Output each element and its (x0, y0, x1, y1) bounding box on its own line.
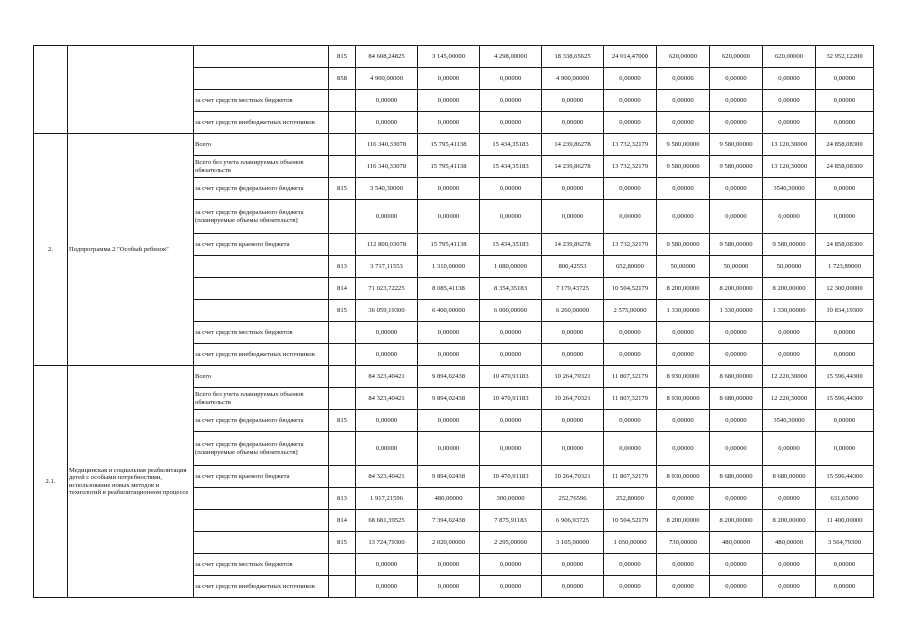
amount-cell: 0,00000 (657, 410, 710, 432)
amount-cell: 10 470,91183 (480, 466, 542, 488)
amount-cell: 12 220,30000 (763, 366, 816, 388)
amount-cell: 0,00000 (480, 432, 542, 466)
amount-cell: 14 239,86278 (542, 234, 604, 256)
amount-cell: 9 580,00000 (657, 156, 710, 178)
amount-cell: 0,00000 (816, 554, 874, 576)
amount-cell: 0,00000 (542, 112, 604, 134)
kbk-code: 815 (329, 300, 356, 322)
amount-cell: 0,00000 (480, 344, 542, 366)
amount-cell: 0,00000 (542, 344, 604, 366)
amount-cell: 15 795,41138 (418, 156, 480, 178)
amount-cell: 0,00000 (710, 410, 763, 432)
amount-cell: 15 434,35183 (480, 134, 542, 156)
amount-cell: 11 807,32179 (604, 466, 657, 488)
funding-source (194, 510, 329, 532)
amount-cell: 0,00000 (604, 68, 657, 90)
amount-cell: 631,65000 (816, 488, 874, 510)
amount-cell: 0,00000 (816, 68, 874, 90)
amount-cell: 0,00000 (480, 178, 542, 200)
amount-cell: 0,00000 (604, 554, 657, 576)
budget-table-body (34, 46, 874, 598)
amount-cell: 0,00000 (356, 410, 418, 432)
amount-cell: 0,00000 (657, 90, 710, 112)
kbk-code (329, 466, 356, 488)
amount-cell: 0,00000 (657, 178, 710, 200)
amount-cell: 7 179,43725 (542, 278, 604, 300)
amount-cell: 480,00000 (763, 532, 816, 554)
funding-source (194, 68, 329, 90)
funding-source (194, 278, 329, 300)
amount-cell: 116 340,33078 (356, 156, 418, 178)
amount-cell: 0,00000 (710, 488, 763, 510)
amount-cell: 3 145,00000 (418, 46, 480, 68)
amount-cell: 13 732,32179 (604, 234, 657, 256)
amount-cell: 9 580,00000 (763, 234, 816, 256)
amount-cell: 0,00000 (418, 90, 480, 112)
amount-cell: 11 400,00000 (816, 510, 874, 532)
amount-cell: 8 680,00000 (763, 466, 816, 488)
funding-source: Всего без учета планируемых объемов обязательств (194, 156, 329, 178)
amount-cell: 0,00000 (710, 112, 763, 134)
funding-source: Всего (194, 366, 329, 388)
amount-cell: 620,00000 (710, 46, 763, 68)
amount-cell: 8 680,00000 (710, 388, 763, 410)
kbk-code: 814 (329, 510, 356, 532)
amount-cell: 36 059,19300 (356, 300, 418, 322)
amount-cell: 15 596,44300 (816, 466, 874, 488)
amount-cell: 0,00000 (710, 432, 763, 466)
amount-cell: 0,00000 (418, 200, 480, 234)
amount-cell: 0,00000 (356, 200, 418, 234)
funding-source (194, 256, 329, 278)
amount-cell: 0,00000 (604, 432, 657, 466)
amount-cell: 9 894,02438 (418, 366, 480, 388)
funding-source: за счет средств федерального бюджета (194, 410, 329, 432)
amount-cell: 0,00000 (418, 410, 480, 432)
amount-cell: 0,00000 (657, 68, 710, 90)
kbk-code (329, 234, 356, 256)
amount-cell: 6 000,00000 (480, 300, 542, 322)
amount-cell: 12 220,30000 (763, 388, 816, 410)
amount-cell: 1 723,89000 (816, 256, 874, 278)
kbk-code (329, 554, 356, 576)
amount-cell: 0,00000 (657, 322, 710, 344)
kbk-code (329, 156, 356, 178)
amount-cell: 7 875,91183 (480, 510, 542, 532)
amount-cell: 9 894,02438 (418, 388, 480, 410)
amount-cell: 652,80000 (604, 256, 657, 278)
amount-cell: 10 264,70321 (542, 388, 604, 410)
amount-cell: 0,00000 (542, 178, 604, 200)
amount-cell: 3 717,11553 (356, 256, 418, 278)
amount-cell: 0,00000 (816, 410, 874, 432)
amount-cell: 10 470,91183 (480, 366, 542, 388)
amount-cell: 0,00000 (418, 432, 480, 466)
kbk-code: 813 (329, 256, 356, 278)
amount-cell: 0,00000 (657, 554, 710, 576)
amount-cell: 0,00000 (356, 576, 418, 598)
amount-cell: 116 340,33078 (356, 134, 418, 156)
amount-cell: 0,00000 (356, 554, 418, 576)
amount-cell: 300,00000 (480, 488, 542, 510)
amount-cell: 10 470,91183 (480, 388, 542, 410)
amount-cell: 3 105,00000 (542, 532, 604, 554)
amount-cell: 9 580,00000 (710, 134, 763, 156)
funding-source: за счет средств краевого бюджета (194, 466, 329, 488)
amount-cell: 0,00000 (710, 200, 763, 234)
amount-cell: 8 200,00000 (657, 510, 710, 532)
amount-cell: 15 596,44300 (816, 366, 874, 388)
amount-cell: 18 338,65625 (542, 46, 604, 68)
amount-cell: 10 264,70321 (542, 366, 604, 388)
funding-source: за счет средств местных бюджетов (194, 322, 329, 344)
row-index (34, 46, 68, 134)
row-index: 2.1. (34, 366, 68, 598)
kbk-code (329, 322, 356, 344)
amount-cell: 0,00000 (542, 90, 604, 112)
amount-cell: 480,00000 (418, 488, 480, 510)
amount-cell: 15 795,41138 (418, 134, 480, 156)
amount-cell: 0,00000 (816, 112, 874, 134)
funding-source: за счет средств внебюджетных источников (194, 112, 329, 134)
amount-cell: 112 800,03078 (356, 234, 418, 256)
kbk-code (329, 432, 356, 466)
amount-cell: 1 080,00000 (480, 256, 542, 278)
amount-cell: 0,00000 (356, 432, 418, 466)
funding-source: за счет средств внебюджетных источников (194, 344, 329, 366)
amount-cell: 68 681,39525 (356, 510, 418, 532)
funding-source: за счет средств федерального бюджета (планируемые объемы обязательств) (194, 432, 329, 466)
funding-source (194, 300, 329, 322)
amount-cell: 0,00000 (604, 112, 657, 134)
amount-cell: 0,00000 (542, 554, 604, 576)
funding-source: за счет средств федерального бюджета (194, 178, 329, 200)
amount-cell: 0,00000 (418, 178, 480, 200)
funding-source (194, 46, 329, 68)
amount-cell: 1 310,00000 (418, 256, 480, 278)
amount-cell: 1 330,00000 (763, 300, 816, 322)
amount-cell: 24 858,08300 (816, 156, 874, 178)
amount-cell: 12 300,00000 (816, 278, 874, 300)
amount-cell: 4 900,00000 (542, 68, 604, 90)
amount-cell: 15 596,44300 (816, 388, 874, 410)
kbk-code: 813 (329, 488, 356, 510)
amount-cell: 0,00000 (763, 554, 816, 576)
amount-cell: 0,00000 (763, 200, 816, 234)
amount-cell: 84 323,40421 (356, 388, 418, 410)
amount-cell: 0,00000 (604, 90, 657, 112)
amount-cell: 0,00000 (542, 200, 604, 234)
amount-cell: 0,00000 (710, 68, 763, 90)
funding-source: за счет средств внебюджетных источников (194, 576, 329, 598)
amount-cell: 50,00000 (710, 256, 763, 278)
kbk-code (329, 112, 356, 134)
amount-cell: 1 330,00000 (710, 300, 763, 322)
amount-cell: 0,00000 (480, 576, 542, 598)
amount-cell: 0,00000 (710, 554, 763, 576)
amount-cell: 0,00000 (816, 576, 874, 598)
table-row (34, 134, 874, 156)
amount-cell: 84 608,24825 (356, 46, 418, 68)
amount-cell: 0,00000 (763, 112, 816, 134)
funding-source: Всего (194, 134, 329, 156)
amount-cell: 0,00000 (816, 344, 874, 366)
funding-source: за счет средств федерального бюджета (планируемые объемы обязательств) (194, 200, 329, 234)
kbk-code: 815 (329, 532, 356, 554)
amount-cell: 3540,30000 (763, 178, 816, 200)
amount-cell: 50,00000 (763, 256, 816, 278)
amount-cell: 0,00000 (480, 554, 542, 576)
amount-cell: 13 120,30000 (763, 134, 816, 156)
amount-cell: 0,00000 (763, 68, 816, 90)
amount-cell: 0,00000 (657, 432, 710, 466)
amount-cell: 0,00000 (816, 432, 874, 466)
table-row (34, 46, 874, 68)
amount-cell: 0,00000 (604, 200, 657, 234)
amount-cell: 0,00000 (657, 200, 710, 234)
amount-cell: 0,00000 (356, 344, 418, 366)
amount-cell: 0,00000 (480, 112, 542, 134)
amount-cell: 71 023,72225 (356, 278, 418, 300)
amount-cell: 0,00000 (480, 68, 542, 90)
amount-cell: 0,00000 (604, 178, 657, 200)
funding-source: за счет средств краевого бюджета (194, 234, 329, 256)
amount-cell: 0,00000 (480, 410, 542, 432)
amount-cell: 0,00000 (418, 576, 480, 598)
amount-cell: 0,00000 (542, 410, 604, 432)
amount-cell: 84 323,40421 (356, 466, 418, 488)
kbk-code: 858 (329, 68, 356, 90)
amount-cell: 13 120,30000 (763, 156, 816, 178)
amount-cell: 24 014,47000 (604, 46, 657, 68)
amount-cell: 32 952,12200 (816, 46, 874, 68)
table-row (34, 366, 874, 388)
amount-cell: 0,00000 (710, 322, 763, 344)
amount-cell: 3 564,79300 (816, 532, 874, 554)
amount-cell: 1 917,21596 (356, 488, 418, 510)
amount-cell: 14 239,86278 (542, 134, 604, 156)
amount-cell: 620,00000 (763, 46, 816, 68)
amount-cell: 0,00000 (356, 112, 418, 134)
amount-cell: 10 834,19300 (816, 300, 874, 322)
amount-cell: 0,00000 (657, 112, 710, 134)
amount-cell: 0,00000 (604, 410, 657, 432)
amount-cell: 2 295,00000 (480, 532, 542, 554)
amount-cell: 0,00000 (657, 488, 710, 510)
amount-cell: 0,00000 (763, 488, 816, 510)
amount-cell: 7 394,02438 (418, 510, 480, 532)
budget-table (33, 45, 874, 598)
amount-cell: 480,00000 (710, 532, 763, 554)
amount-cell: 0,00000 (480, 200, 542, 234)
amount-cell: 9 894,02438 (418, 466, 480, 488)
funding-source (194, 532, 329, 554)
funding-source (194, 488, 329, 510)
kbk-code (329, 388, 356, 410)
amount-cell: 0,00000 (418, 322, 480, 344)
amount-cell: 15 434,35183 (480, 234, 542, 256)
amount-cell: 0,00000 (418, 112, 480, 134)
kbk-code (329, 576, 356, 598)
amount-cell: 1 050,00000 (604, 532, 657, 554)
amount-cell: 0,00000 (816, 200, 874, 234)
amount-cell: 2 020,00000 (418, 532, 480, 554)
amount-cell: 84 323,40421 (356, 366, 418, 388)
amount-cell: 4 900,00000 (356, 68, 418, 90)
funding-source: за счет средств местных бюджетов (194, 90, 329, 112)
amount-cell: 24 858,08300 (816, 134, 874, 156)
amount-cell: 9 580,00000 (657, 134, 710, 156)
amount-cell: 4 298,00000 (480, 46, 542, 68)
amount-cell: 620,00000 (657, 46, 710, 68)
amount-cell: 0,00000 (657, 344, 710, 366)
amount-cell: 8 930,00000 (657, 388, 710, 410)
amount-cell: 8 354,35183 (480, 278, 542, 300)
amount-cell: 11 807,32179 (604, 366, 657, 388)
row-name: Подпрограмма 2 "Особый ребенок" (68, 134, 194, 366)
amount-cell: 252,76596 (542, 488, 604, 510)
amount-cell: 8 200,00000 (657, 278, 710, 300)
amount-cell: 0,00000 (657, 576, 710, 598)
amount-cell: 9 580,00000 (657, 234, 710, 256)
amount-cell: 0,00000 (816, 178, 874, 200)
amount-cell: 0,00000 (763, 90, 816, 112)
kbk-code: 815 (329, 46, 356, 68)
kbk-code (329, 90, 356, 112)
amount-cell: 13 732,32179 (604, 134, 657, 156)
funding-source: за счет средств местных бюджетов (194, 554, 329, 576)
amount-cell: 3540,30000 (763, 410, 816, 432)
row-name (68, 46, 194, 134)
amount-cell: 252,80000 (604, 488, 657, 510)
amount-cell: 0,00000 (763, 576, 816, 598)
amount-cell: 8 930,00000 (657, 466, 710, 488)
amount-cell: 0,00000 (604, 322, 657, 344)
amount-cell: 0,00000 (356, 322, 418, 344)
amount-cell: 0,00000 (763, 432, 816, 466)
amount-cell: 8 085,41138 (418, 278, 480, 300)
amount-cell: 6 260,00000 (542, 300, 604, 322)
amount-cell: 0,00000 (542, 576, 604, 598)
amount-cell: 0,00000 (356, 90, 418, 112)
kbk-code: 814 (329, 278, 356, 300)
row-name: Медицинская и социальная реабилитация детей с особыми потребностями, использование новых методов и технологий в реабилитационном процессе (68, 366, 194, 598)
amount-cell: 14 239,86278 (542, 156, 604, 178)
amount-cell: 0,00000 (542, 322, 604, 344)
amount-cell: 800,42553 (542, 256, 604, 278)
amount-cell: 0,00000 (763, 344, 816, 366)
kbk-code (329, 366, 356, 388)
kbk-code: 815 (329, 410, 356, 432)
amount-cell: 730,00000 (657, 532, 710, 554)
amount-cell: 0,00000 (418, 68, 480, 90)
amount-cell: 0,00000 (418, 554, 480, 576)
amount-cell: 0,00000 (710, 90, 763, 112)
amount-cell: 0,00000 (763, 322, 816, 344)
amount-cell: 0,00000 (710, 576, 763, 598)
amount-cell: 50,00000 (657, 256, 710, 278)
amount-cell: 10 504,52179 (604, 278, 657, 300)
amount-cell: 9 580,00000 (710, 156, 763, 178)
kbk-code (329, 134, 356, 156)
amount-cell: 0,00000 (816, 90, 874, 112)
amount-cell: 15 795,41138 (418, 234, 480, 256)
amount-cell: 13 724,79300 (356, 532, 418, 554)
amount-cell: 0,00000 (710, 178, 763, 200)
amount-cell: 10 504,52179 (604, 510, 657, 532)
amount-cell: 0,00000 (480, 90, 542, 112)
amount-cell: 8 680,00000 (710, 466, 763, 488)
row-index: 2. (34, 134, 68, 366)
amount-cell: 0,00000 (816, 322, 874, 344)
amount-cell: 2 575,00000 (604, 300, 657, 322)
amount-cell: 1 330,00000 (657, 300, 710, 322)
amount-cell: 0,00000 (418, 344, 480, 366)
amount-cell: 10 264,70321 (542, 466, 604, 488)
amount-cell: 6 906,93725 (542, 510, 604, 532)
amount-cell: 0,00000 (710, 344, 763, 366)
amount-cell: 13 732,32179 (604, 156, 657, 178)
amount-cell: 0,00000 (542, 432, 604, 466)
kbk-code: 815 (329, 178, 356, 200)
amount-cell: 15 434,35183 (480, 156, 542, 178)
amount-cell: 8 200,00000 (710, 510, 763, 532)
amount-cell: 3 540,30000 (356, 178, 418, 200)
amount-cell: 8 200,00000 (763, 278, 816, 300)
amount-cell: 24 858,08300 (816, 234, 874, 256)
amount-cell: 9 580,00000 (710, 234, 763, 256)
amount-cell: 8 930,00000 (657, 366, 710, 388)
amount-cell: 8 680,00000 (710, 366, 763, 388)
amount-cell: 0,00000 (480, 322, 542, 344)
amount-cell: 11 807,32179 (604, 388, 657, 410)
funding-source: Всего без учета планируемых объемов обязательств (194, 388, 329, 410)
amount-cell: 6 400,00000 (418, 300, 480, 322)
kbk-code (329, 200, 356, 234)
amount-cell: 8 200,00000 (710, 278, 763, 300)
amount-cell: 0,00000 (604, 344, 657, 366)
amount-cell: 8 200,00000 (763, 510, 816, 532)
amount-cell: 0,00000 (604, 576, 657, 598)
kbk-code (329, 344, 356, 366)
